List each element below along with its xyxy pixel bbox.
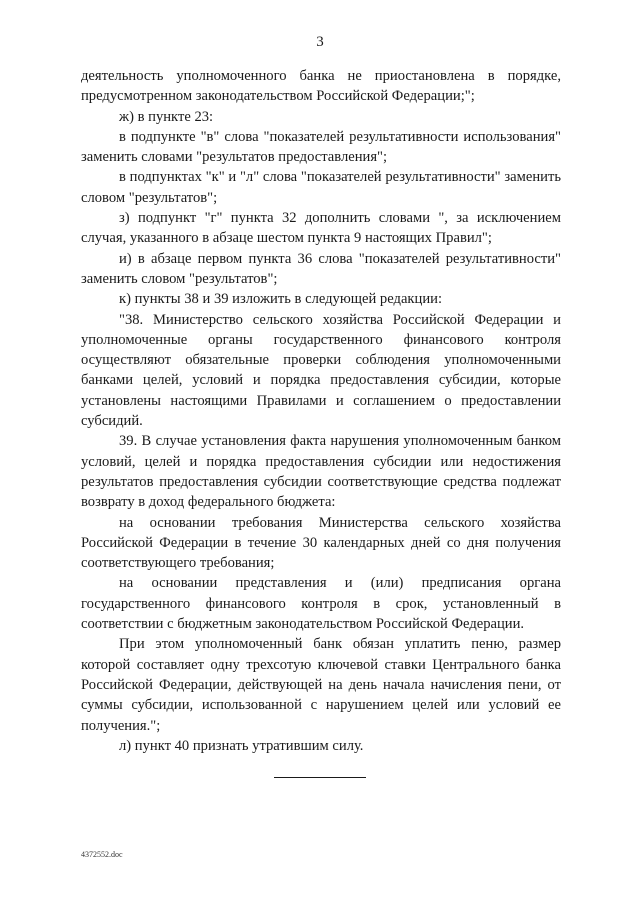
paragraph-1: деятельность уполномоченного банка не приостановлена в порядке, предусмотренном законодательством Российской Федерации;"; [81, 68, 561, 105]
paragraph-8: "38. Министерство сельского хозяйства Российской Федерации и уполномоченные органы государственного финансового контроля осуществляют обязательные проверки соблюдения уполномоченными банками целей, условий и порядка предоставления субсидии, которые установлены настоящими Правилами и соглашением о предоставлении субсидий. [81, 311, 561, 430]
paragraph-7: к) пункты 38 и 39 изложить в следующей редакции: [119, 291, 442, 308]
paragraph-11: на основании представления и (или) предписания органа государственного финансового контроля в срок, установленный в соответствии с бюджетным законодательством Российской Федерации. [81, 575, 561, 633]
footer-doc-filename: 4372552.doc [81, 850, 123, 859]
end-separator-line [274, 777, 366, 778]
paragraph-9: 39. В случае установления факта нарушения уполномоченным банком условий, целей и порядка предоставления субсидии или недостижения результатов предоставления субсидии соответствующие средства подлежат возврату в доход федерального бюджета: [81, 433, 561, 511]
paragraph-12: При этом уполномоченный банк обязан уплатить пеню, размер которой составляет одну трехсотую ключевой ставки Центрального банка Российской Федерации, действующей на день начала начисления пени, от суммы субсидии, использованной с нарушением целей или условий ее получения."; [81, 636, 561, 734]
document-body [81, 66, 561, 756]
paragraph-6: и) в абзаце первом пункта 36 слова "показателей результативности" заменить словом "результатов"; [81, 250, 561, 287]
paragraph-5: з) подпункт "г" пункта 32 дополнить словами ", за исключением случая, указанного в абзаце шестом пункта 9 настоящих Правил"; [81, 210, 561, 247]
paragraph-4: в подпунктах "к" и "л" слова "показателей результативности" заменить словом "результатов"; [81, 169, 561, 206]
paragraph-2: ж) в пункте 23: [119, 108, 214, 125]
page-number: 3 [316, 34, 324, 50]
paragraph-13: л) пункт 40 признать утратившим силу. [119, 737, 364, 754]
paragraph-3: в подпункте "в" слова "показателей результативности использования" заменить словами "результатов предоставления"; [81, 128, 561, 166]
paragraph-10: на основании требования Министерства сельского хозяйства Российской Федерации в течение 30 календарных дней со дня получения соответствующего требования; [81, 514, 561, 572]
